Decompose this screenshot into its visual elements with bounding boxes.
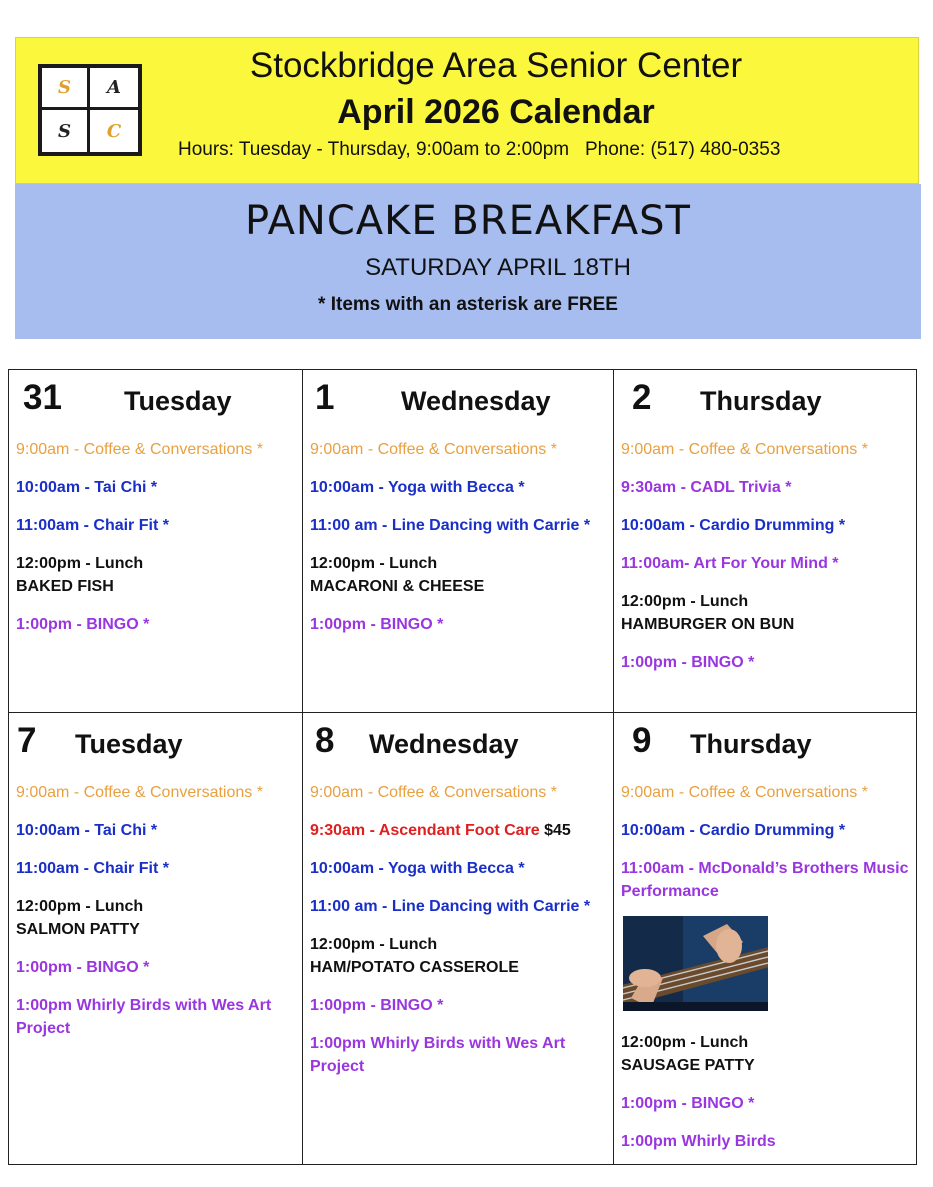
event-item bbox=[16, 613, 296, 636]
event-text: 12:00pm - Lunch bbox=[310, 555, 438, 572]
event-item bbox=[310, 933, 607, 979]
event-item bbox=[621, 819, 910, 842]
event-item bbox=[621, 781, 910, 804]
event-text: 1:00pm Whirly Birds with Wes Art Project bbox=[16, 997, 272, 1037]
event-text: 9:00am - Coffee & Conversations * bbox=[310, 441, 557, 458]
event-item bbox=[621, 857, 910, 903]
event-item bbox=[310, 857, 607, 880]
event-text: 1:00pm Whirly Birds with Wes Art Project bbox=[310, 1035, 566, 1075]
event-item bbox=[621, 1092, 910, 1115]
logo-letter: A bbox=[90, 68, 138, 110]
event-item bbox=[16, 552, 296, 598]
event-item bbox=[16, 857, 296, 880]
hours-text: Hours: Tuesday - Thursday, 9:00am to 2:00pm bbox=[178, 139, 570, 160]
event-list bbox=[310, 781, 607, 1093]
event-item bbox=[16, 438, 296, 461]
calendar-header bbox=[15, 37, 919, 184]
event-item bbox=[310, 552, 607, 598]
calendar-grid bbox=[8, 369, 917, 1165]
sasc-logo bbox=[38, 64, 142, 156]
event-text: 11:00 am - Line Dancing with Carrie * bbox=[310, 898, 591, 915]
event-text: 11:00am - McDonald’s Brothers Music Performance bbox=[621, 860, 909, 900]
event-item bbox=[310, 819, 607, 842]
lunch-menu: SAUSAGE PATTY bbox=[621, 1057, 755, 1074]
day-cell bbox=[613, 369, 917, 713]
event-text: 1:00pm - BINGO * bbox=[310, 616, 444, 633]
day-name: Wednesday bbox=[401, 386, 551, 416]
event-list bbox=[16, 438, 296, 651]
event-item bbox=[621, 552, 910, 575]
day-name: Wednesday bbox=[369, 729, 519, 759]
event-item bbox=[16, 956, 296, 979]
event-text: 1:00pm - BINGO * bbox=[621, 1095, 755, 1112]
guitar-photo bbox=[623, 916, 768, 1011]
day-number: 31 bbox=[23, 378, 62, 417]
day-number: 8 bbox=[315, 721, 335, 760]
hours-line bbox=[178, 139, 780, 161]
event-banner bbox=[15, 184, 921, 339]
event-text: 11:00am- Art For Your Mind * bbox=[621, 555, 839, 572]
event-item bbox=[16, 819, 296, 842]
logo-letter: S bbox=[42, 110, 90, 152]
logo-letter: S bbox=[42, 68, 90, 110]
free-note: * Items with an asterisk are FREE bbox=[318, 294, 618, 315]
event-price: $45 bbox=[539, 822, 571, 839]
event-text: 9:30am - Ascendant Foot Care bbox=[310, 822, 540, 839]
lunch-menu: BAKED FISH bbox=[16, 578, 114, 595]
day-number: 2 bbox=[632, 378, 652, 417]
event-text: 1:00pm - BINGO * bbox=[621, 654, 755, 671]
event-text: 12:00pm - Lunch bbox=[310, 936, 438, 953]
event-list bbox=[621, 438, 910, 689]
event-item bbox=[310, 514, 607, 537]
event-text: 9:00am - Coffee & Conversations * bbox=[621, 441, 868, 458]
day-cell bbox=[8, 712, 303, 1165]
day-cell bbox=[8, 369, 303, 713]
event-item bbox=[621, 438, 910, 461]
event-date: SATURDAY APRIL 18TH bbox=[365, 254, 631, 281]
event-item bbox=[310, 1032, 607, 1078]
event-text: 10:00am - Yoga with Becca * bbox=[310, 479, 525, 496]
event-text: 12:00pm - Lunch bbox=[16, 555, 144, 572]
day-name: Tuesday bbox=[124, 386, 232, 416]
event-item bbox=[16, 514, 296, 537]
event-list bbox=[16, 781, 296, 1055]
event-text: 9:30am - CADL Trivia * bbox=[621, 479, 792, 496]
event-text: 10:00am - Yoga with Becca * bbox=[310, 860, 525, 877]
event-item bbox=[310, 613, 607, 636]
calendar-title: April 2026 Calendar bbox=[337, 93, 655, 131]
event-text: 1:00pm - BINGO * bbox=[16, 616, 150, 633]
org-name: Stockbridge Area Senior Center bbox=[249, 46, 743, 85]
event-item bbox=[621, 590, 910, 636]
event-text: 11:00 am - Line Dancing with Carrie * bbox=[310, 517, 591, 534]
event-text: 10:00am - Cardio Drumming * bbox=[621, 517, 846, 534]
lunch-menu: HAM/POTATO CASSEROLE bbox=[310, 959, 519, 976]
event-item bbox=[621, 514, 910, 537]
event-text: 9:00am - Coffee & Conversations * bbox=[16, 784, 263, 801]
event-text: 12:00pm - Lunch bbox=[621, 1034, 749, 1051]
event-item bbox=[621, 1031, 910, 1077]
event-text: 11:00am - Chair Fit * bbox=[16, 860, 169, 877]
event-text: 10:00am - Cardio Drumming * bbox=[621, 822, 846, 839]
event-title: PANCAKE BREAKFAST bbox=[245, 198, 691, 244]
logo-letter: C bbox=[106, 120, 122, 142]
event-item bbox=[310, 781, 607, 804]
lunch-menu: HAMBURGER ON BUN bbox=[621, 616, 795, 633]
event-text: 9:00am - Coffee & Conversations * bbox=[16, 441, 263, 458]
event-item bbox=[16, 781, 296, 804]
event-list bbox=[310, 438, 607, 651]
event-item bbox=[16, 476, 296, 499]
day-name: Tuesday bbox=[75, 729, 183, 759]
event-item bbox=[621, 651, 910, 674]
event-text: 1:00pm - BINGO * bbox=[310, 997, 444, 1014]
event-item bbox=[310, 438, 607, 461]
day-cell bbox=[302, 369, 614, 713]
day-number: 7 bbox=[17, 721, 37, 760]
event-text: 1:00pm Whirly Birds bbox=[621, 1133, 776, 1150]
event-text: 9:00am - Coffee & Conversations * bbox=[621, 784, 868, 801]
event-item bbox=[16, 994, 296, 1040]
day-number: 9 bbox=[632, 721, 652, 760]
event-item bbox=[310, 994, 607, 1017]
phone-text: Phone: (517) 480-0353 bbox=[584, 139, 781, 160]
day-name: Thursday bbox=[700, 386, 822, 416]
day-name: Thursday bbox=[690, 729, 812, 759]
event-text: 10:00am - Tai Chi * bbox=[16, 479, 158, 496]
event-text: 1:00pm - BINGO * bbox=[16, 959, 150, 976]
day-number: 1 bbox=[315, 378, 335, 417]
event-text: 12:00pm - Lunch bbox=[16, 898, 144, 915]
event-list bbox=[621, 781, 910, 1165]
event-item bbox=[621, 1130, 910, 1153]
lunch-menu: MACARONI & CHEESE bbox=[310, 578, 485, 595]
event-text: 12:00pm - Lunch bbox=[621, 593, 749, 610]
event-item bbox=[16, 895, 296, 941]
event-item bbox=[621, 476, 910, 499]
event-text: 9:00am - Coffee & Conversations * bbox=[310, 784, 557, 801]
day-cell bbox=[302, 712, 614, 1165]
event-item bbox=[310, 476, 607, 499]
event-text: 10:00am - Tai Chi * bbox=[16, 822, 158, 839]
event-item bbox=[310, 895, 607, 918]
lunch-menu: SALMON PATTY bbox=[16, 921, 140, 938]
event-text: 11:00am - Chair Fit * bbox=[16, 517, 169, 534]
day-cell bbox=[613, 712, 917, 1165]
